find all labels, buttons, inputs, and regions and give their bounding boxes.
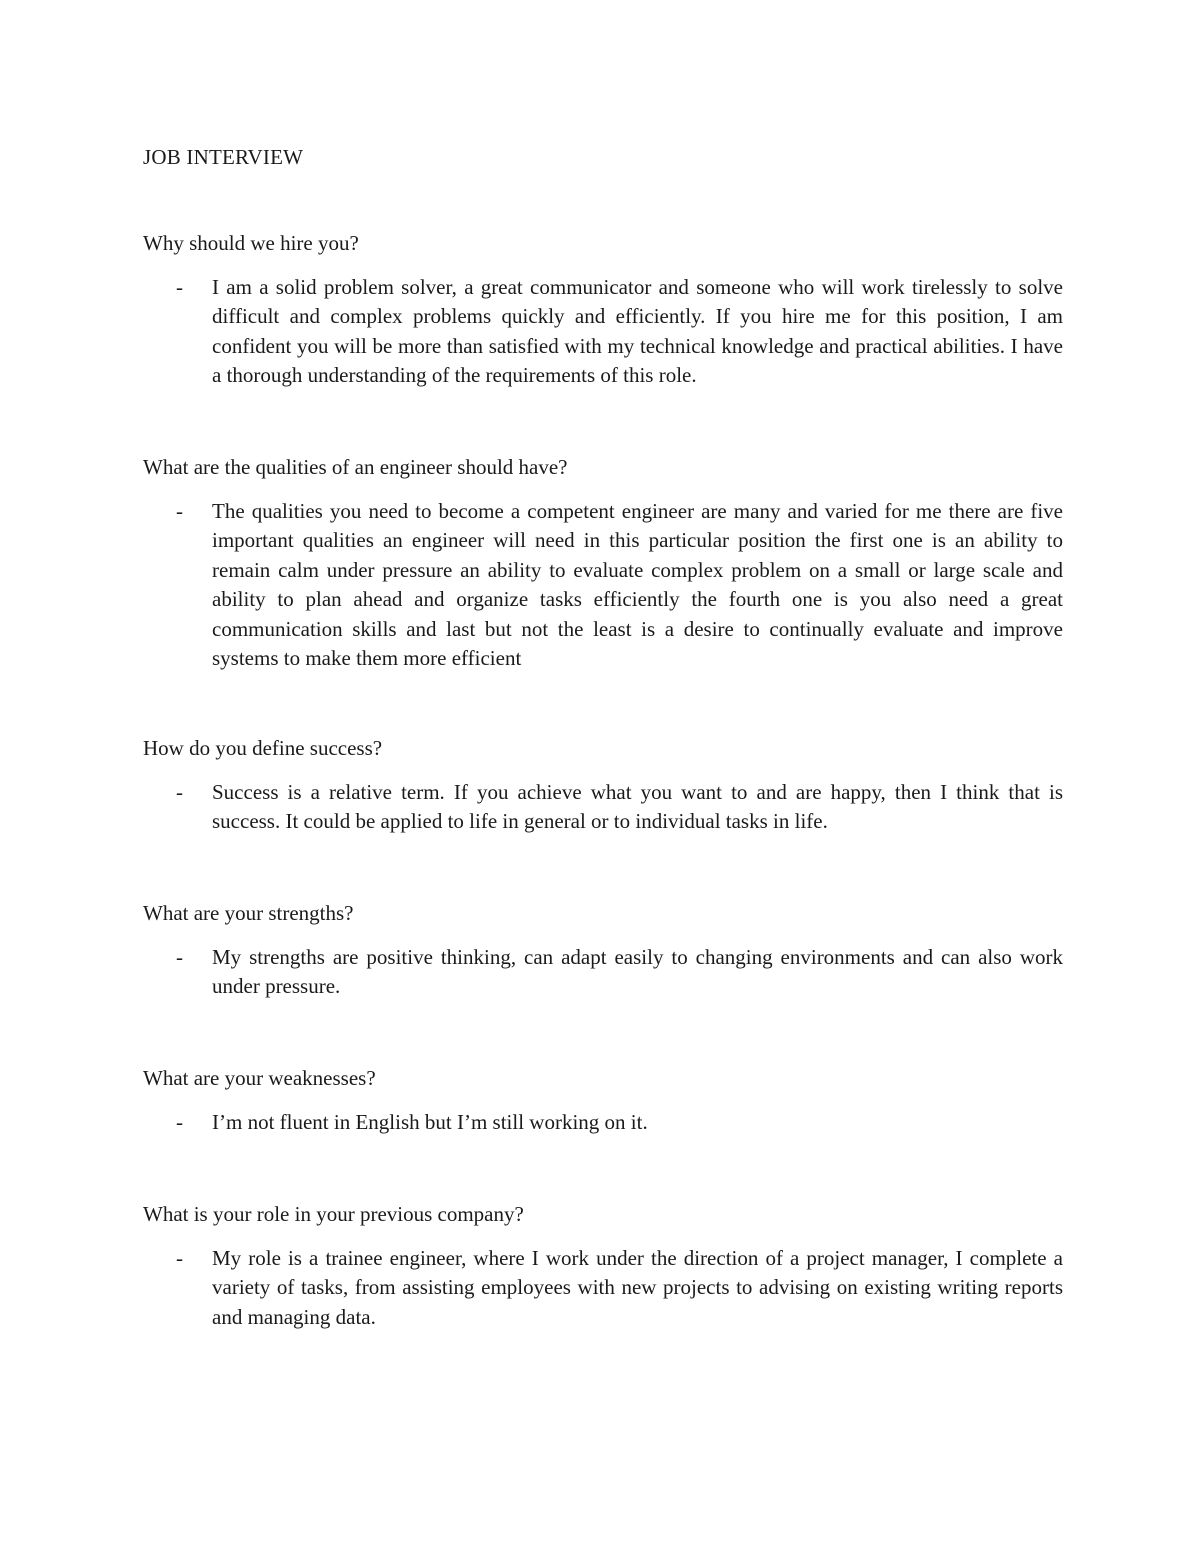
answer-item xyxy=(143,1108,1063,1137)
qa-item xyxy=(143,229,1063,391)
question-text: What are your strengths? xyxy=(143,901,354,925)
answer-item xyxy=(143,943,1063,1002)
qa-item xyxy=(143,734,1063,837)
question-text: How do you define success? xyxy=(143,736,383,760)
answer-text: I am a solid problem solver, a great communicator and someone who will work tirelessly to solve difficult and complex problems quickly and efficiently. If you hire me for this position, I am confident you will be more than satisfied with my technical knowledge and practical abilities. I have a thorough understanding of the requirements of this role. xyxy=(212,275,1063,388)
document-title: JOB INTERVIEW xyxy=(143,145,304,169)
dash-bullet: - xyxy=(176,1110,183,1134)
dash-bullet: - xyxy=(176,945,183,969)
dash-bullet: - xyxy=(176,275,183,299)
question-text: Why should we hire you? xyxy=(143,231,359,255)
answer-text: The qualities you need to become a competent engineer are many and varied for me there are five important qualities an engineer will need in this particular position the first one is an ability to remain calm under pressure an ability to evaluate complex problem on a small or large scale and ability to plan ahead and organize tasks efficiently the fourth one is you also need a great communication skills and last but not the least is a desire to continually evaluate and improve systems to make them more efficient xyxy=(212,499,1063,671)
dash-bullet: - xyxy=(176,780,183,804)
question-text: What is your role in your previous company? xyxy=(143,1202,524,1226)
qa-item xyxy=(143,1200,1063,1332)
qa-item xyxy=(143,453,1063,673)
dash-bullet: - xyxy=(176,499,183,523)
question-text: What are the qualities of an engineer should have? xyxy=(143,455,568,479)
answer-item xyxy=(143,1244,1063,1332)
answer-item xyxy=(143,273,1063,391)
qa-item xyxy=(143,899,1063,1002)
answer-text: I’m not fluent in English but I’m still working on it. xyxy=(212,1110,648,1134)
answer-text: My role is a trainee engineer, where I work under the direction of a project manager, I complete a variety of tasks, from assisting employees with new projects to advising on existing writing reports and managing data. xyxy=(212,1246,1063,1329)
question-text: What are your weaknesses? xyxy=(143,1066,376,1090)
answer-item xyxy=(143,778,1063,837)
answer-item xyxy=(143,497,1063,673)
answer-text: Success is a relative term. If you achieve what you want to and are happy, then I think that is success. It could be applied to life in general or to individual tasks in life. xyxy=(212,780,1063,834)
answer-text: My strengths are positive thinking, can adapt easily to changing environments and can also work under pressure. xyxy=(212,945,1063,999)
qa-item xyxy=(143,1064,1063,1137)
dash-bullet: - xyxy=(176,1246,183,1270)
